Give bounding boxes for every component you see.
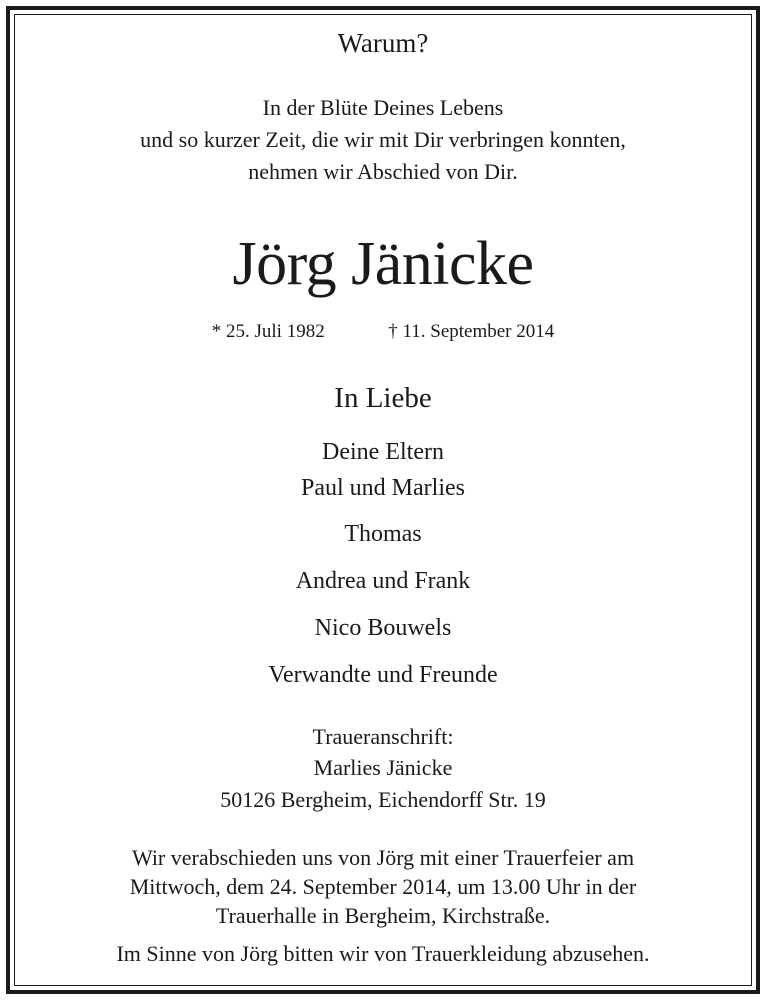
in-liebe-heading: In Liebe (334, 382, 432, 414)
family-line: Nico Bouwels (314, 615, 452, 641)
service-line: Mittwoch, dem 24. September 2014, um 13.00 Uhr in der (129, 874, 637, 899)
family-line: Deine Eltern (322, 439, 444, 465)
request-line: Im Sinne von Jörg bitten wir von Trauerkleidung abzusehen. (116, 941, 650, 966)
deceased-name: Jörg Jänicke (232, 230, 534, 298)
service-line: Trauerhalle in Bergheim, Kirchstraße. (215, 903, 551, 928)
address-name: Marlies Jänicke (313, 755, 453, 780)
verse-line: nehmen wir Abschied von Dir. (248, 159, 518, 184)
verse-line: und so kurzer Zeit, die wir mit Dir verbringen konnten, (140, 127, 626, 152)
heading: Warum? (337, 28, 429, 58)
address-label: Traueranschrift: (312, 724, 454, 749)
birth-date: * 25. Juli 1982 (211, 321, 325, 342)
verse-line: In der Blüte Deines Lebens (262, 95, 504, 120)
family-line: Paul und Marlies (301, 475, 465, 501)
address-street: 50126 Bergheim, Eichendorff Str. 19 (220, 787, 546, 812)
family-line: Verwandte und Freunde (268, 662, 498, 688)
service-line: Wir verabschieden uns von Jörg mit einer Trauerfeier am (131, 845, 635, 870)
life-dates (0, 321, 766, 343)
death-date: † 11. September 2014 (388, 321, 555, 342)
family-line: Andrea und Frank (295, 568, 471, 594)
family-line: Thomas (344, 521, 422, 547)
